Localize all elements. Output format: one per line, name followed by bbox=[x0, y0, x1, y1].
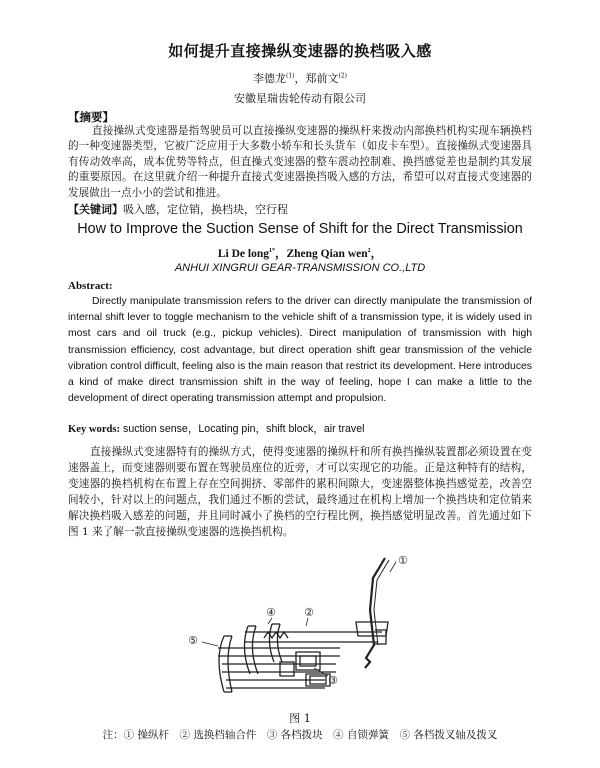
keywords-en-label: Key words: bbox=[68, 424, 121, 435]
keywords-en-text: suction sense，Locating pin，shift block，air travel bbox=[123, 423, 365, 435]
figure-label: 图 1 bbox=[289, 712, 311, 725]
abstract-cn: 直接操纵式变速器是指驾驶员可以直接操纵变速器的操纵杆来拨动内部换档机构实现车辆换档的一种变速器类型，它被广泛应用于大多数小轿车和长头货车（如皮卡车型）。直接操纵式变速器具有传动效率高，成本优势等特点，但直操式变速器的整车震动控制难、换挡感觉差也是制约其发展的重要原因。在这里就介绍一种提升直接式变速器换挡吸入感的方法，希望可以对直接式变速器的发展做出一点小小的尝试和推进。 bbox=[68, 125, 532, 199]
keywords-cn-label: 【关键词】 bbox=[68, 203, 123, 216]
marker-2: ② bbox=[304, 606, 314, 619]
abstract-cn-label: 【摘要】 bbox=[68, 110, 114, 124]
author-1-en-sup: 1* bbox=[268, 248, 275, 255]
authors-en bbox=[0, 245, 600, 261]
author-1-en: Li De long bbox=[217, 248, 269, 260]
author-2-en: Zheng Qian wen bbox=[286, 248, 368, 260]
affiliation-cn: 安徽星瑞齿轮传动有限公司 bbox=[234, 92, 366, 105]
abstract-en: Directly manipulate transmission refers to the driver can directly manipulate the transmission of internal shift lever to toggle mechanism to the vehicle shift of a transmission type, it is widely used in most cars and oil truck (e.g., pickup vehicles). Direct manipulation of transmission with high transmission efficiency, cost advantage, but direct operation shift gear transmission of the vehicle vibration control difficult, feeling also is the main reason that restrict its development. Here introduces a kind of make direct transmission shift in the way of feeling, hope I can make a little to the development of direct operating transmission attempt and propulsion. bbox=[68, 296, 532, 405]
affiliation-en: ANHUI XINGRUI GEAR-TRANSMISSION CO.,LTD bbox=[174, 262, 426, 274]
author-1-cn-sup: (1) bbox=[286, 72, 295, 80]
author-separator-cn: ， bbox=[294, 72, 306, 85]
paper-title-cn: 如何提升直接操纵变速器的换档吸入感 bbox=[168, 42, 432, 60]
author-2-cn-sup: (2) bbox=[338, 72, 347, 80]
abstract-en-label: Abstract: bbox=[68, 280, 113, 292]
keywords-cn bbox=[68, 201, 288, 217]
marker-1: ① bbox=[398, 554, 408, 567]
author-separator-en: ， bbox=[274, 248, 287, 260]
marker-5: ⑤ bbox=[188, 634, 198, 647]
author-2-en-sup: 2 bbox=[367, 248, 371, 255]
marker-3: ③ bbox=[328, 674, 338, 687]
marker-4: ④ bbox=[266, 606, 276, 619]
figure-caption: 注：① 操纵杆 ② 选换档轴合件 ③ 各档拨块 ④ 自锁弹簧 ⑤ 各档拨叉轴及拨叉 bbox=[102, 729, 498, 741]
figure-1-diagram bbox=[160, 550, 450, 710]
authors-cn bbox=[0, 70, 600, 86]
paper-title-en: How to Improve the Suction Sense of Shift for the Direct Transmission bbox=[77, 221, 523, 237]
author-2-cn: 郑前文 bbox=[305, 72, 339, 85]
keywords-cn-text: 吸入感，定位销，换档块，空行程 bbox=[123, 203, 288, 216]
keywords-en bbox=[68, 421, 364, 436]
shift-mechanism-drawing bbox=[202, 558, 396, 692]
body-paragraph: 直接操纵式变速器特有的操纵方式，使得变速器的操纵杆和所有换挡操纵装置都必须设置在变速器盖上，而变速器则要布置在驾驶员座位的近旁，才可以实现它的功能。正是这种特有的结构，变速器的换档机构在布置上存在空间拥挤、零部件的累积间隙大，变速器整体换挡感觉差，改善空间较小，针对以上的问题点，我们通过不断的尝试，最终通过在机构上增加一个换挡块和定位销来解决换档吸入感差的问题，并且同时减小了换档的空行程比例，换挡感觉明显改善。首先通过如下图 1 来了解一款直接操纵变速器的选换挡机构。 bbox=[68, 446, 532, 538]
author-end-en: ， bbox=[370, 248, 383, 260]
author-1-cn: 李德龙 bbox=[253, 72, 286, 85]
